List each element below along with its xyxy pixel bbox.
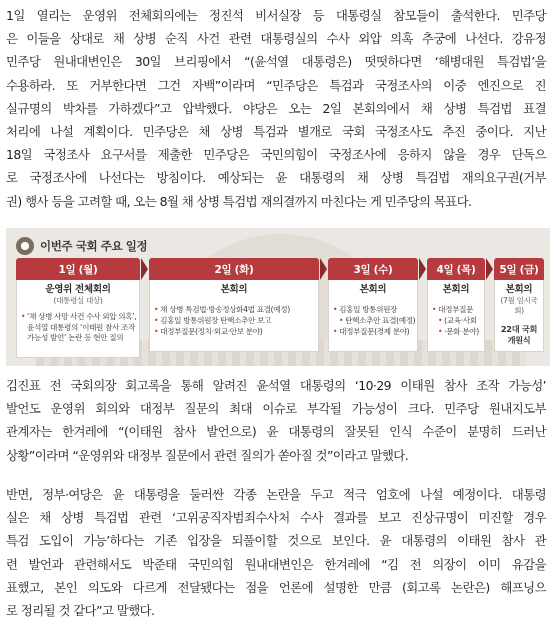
day-card [149, 280, 319, 352]
article-paragraph-3 [6, 483, 546, 622]
agenda-item: • 대정부질문(정치·외교·안보 분야) [154, 327, 314, 338]
agenda-list [154, 305, 314, 337]
schedule-day-2 [149, 258, 319, 352]
agenda-item: • 대정부질문(경제 분야) [333, 327, 413, 338]
paragraph-line: 실규명의 박차를 가하겠다”고 압박했다. 야당은 오는 2일 본회의에서 채 상병 특검법 표결 [6, 100, 546, 116]
paragraph-line: 은 이들을 상대로 채 상병 순직 사건 관련 대통령실의 수사 외압 의혹 추궁에 나선다. 강유정 [6, 31, 546, 47]
agenda-item: • 김홍일 방통위원장 [333, 305, 413, 316]
agenda-line: 윤석열 대통령의 ‘이태원 참사 조작 [27, 322, 136, 332]
event-line: 22대 국회 [500, 324, 538, 334]
event-line: 개원식 [507, 335, 531, 345]
paragraph-line: 권) 행사 등을 고려할 때, 오는 8월 채 상병 특검법 재의결까지 마친다는 게 민주당의 목표다. [6, 193, 472, 209]
schedule-day-3 [328, 258, 418, 352]
agenda-list [432, 305, 480, 337]
article-paragraph-1 [6, 4, 546, 213]
infographic-title: 이번주 국회 주요 일정 [40, 239, 148, 253]
agenda-item-cont: • ·문화 분야) [432, 327, 480, 338]
agenda-item-cont: • (교육·사회 [432, 316, 480, 327]
day-card [328, 280, 418, 352]
day-tab: 3일 (수) [328, 258, 418, 280]
paragraph-line: 로 정리될 것 같다”고 말했다. [6, 603, 155, 619]
paragraph-line: 18일 국정조사 요구서를 제출한 민주당은 국민의힘이 국정조사에 응하지 않을 경우 단독으 [6, 147, 546, 163]
timeline-arrow-icon [419, 258, 426, 280]
timeline-arrow-icon [320, 258, 327, 280]
agenda-line: 가능성 발언’ 논란 등 현안 질의 [27, 333, 124, 342]
infographic-header [16, 236, 147, 256]
article-paragraph-2 [6, 374, 546, 467]
meeting-name: 본회의 [220, 284, 248, 295]
paragraph-line: 김진표 전 국회의장 회고록을 통해 알려진 윤석열 대통령의 ‘10·29 이태원 참사 조작 가능성’ [6, 378, 546, 393]
agenda-item-cont: • 탄핵소추안 표결(예정) [333, 316, 413, 327]
paragraph-line: 수용하라. 또 거부한다면 그건 자백”이라며 “민주당은 특검과 국정조사의 이중 엔진으로 진 [6, 77, 546, 93]
timeline-arrow-icon [141, 258, 148, 280]
paragraph-line: 상황”이라며 “운영위와 대정부 질문에서 관련 질의가 쏟아질 것”이라고 말했다. [6, 447, 409, 463]
day-tab: 5일 (금) [494, 258, 544, 280]
meeting-sub: (대통령실 대상) [53, 296, 103, 305]
agenda-list [333, 305, 416, 337]
paragraph-line: 발언도 운영위 회의와 대정부 질문의 최대 이슈로 부각될 가능성이 크다. 민주당 원내지도부 [6, 401, 546, 417]
assembly-seal-icon [16, 237, 34, 255]
meeting-sub: (7월 임시국회) [500, 296, 538, 315]
paragraph-line: 특검 도입이 가능’하다는 기존 입장을 되풀이할 것으로 보인다. 윤 대통령의 이태원 참사 관 [6, 533, 546, 549]
meeting-name: 운영위 전체회의 [45, 284, 111, 295]
paragraph-line: 로 국정조사에 나선다는 방침이다. 예상되는 윤 대통령의 채 상병 특검법 재의요구권(거부 [6, 170, 546, 186]
day-card [16, 280, 140, 358]
agenda-item: • 대정부질문 [432, 305, 480, 316]
day-tab: 4일 (목) [427, 258, 485, 280]
event-text [499, 324, 539, 346]
day-card [494, 280, 544, 352]
meeting-name: 본회의 [505, 284, 533, 295]
meeting-name: 본회의 [442, 284, 470, 295]
day-card [427, 280, 485, 352]
agenda-text [21, 312, 135, 344]
timeline-arrow-icon [486, 258, 493, 280]
agenda-item: • 채 상병 특검법·방송정상화4법 표결(예정) [154, 305, 314, 316]
day-tab: 1일 (월) [16, 258, 140, 280]
schedule-day-4 [427, 258, 485, 352]
paragraph-line: 련 발언과 관련해서도 박준태 국민의힘 원내대변인은 한겨레에 “김 전 의장이 이미 유감을 [6, 556, 546, 572]
schedule-day-5 [494, 258, 544, 352]
day-tab: 2일 (화) [149, 258, 319, 280]
agenda-line: • ‘채 상병 사망 사건 수사 외압 의혹’, [27, 312, 137, 321]
paragraph-line: 반면, 정부·여당은 윤 대통령을 둘러싼 각종 논란을 두고 적극 엄호에 나설 예정이다. 대통령 [6, 487, 546, 502]
paragraph-line: 표했고, 본인 의도와 다르게 전달됐다는 점을 언론에 설명한 만큼 (회고록 논란은) 해프닝으 [6, 579, 546, 595]
agenda-item: • 김홍일 방통위원장 탄핵소추안 보고 [154, 316, 314, 327]
schedule-infographic [6, 228, 550, 366]
paragraph-line: 실은 채 상병 특검법 관련 ‘고위공직자범죄수사처 수사 결과를 보고 진상규명이 미진할 경우 [6, 510, 546, 526]
paragraph-line: 민주당 원내대변인은 30일 브리핑에서 “(윤석열 대통령은) 떳떳하다면 ‘해병대원 특검법’을 [6, 54, 546, 70]
paragraph-line: 1일 열리는 운영위 전체회의에는 정진석 비서실장 등 대통령실 참모들이 출석한다. 민주당 [6, 8, 546, 23]
schedule-day-1 [16, 258, 140, 358]
paragraph-line: 관계자는 한겨레에 “(이태원 참사 발언으로) 윤 대통령의 잘못된 인식 수준이 분명히 드러난 [6, 424, 546, 440]
meeting-name: 본회의 [359, 284, 387, 295]
paragraph-line: 처리에 나설 계획이다. 민주당은 채 상병 특검과 별개로 국회 국정조사도 추진 중이다. 지난 [6, 124, 546, 140]
